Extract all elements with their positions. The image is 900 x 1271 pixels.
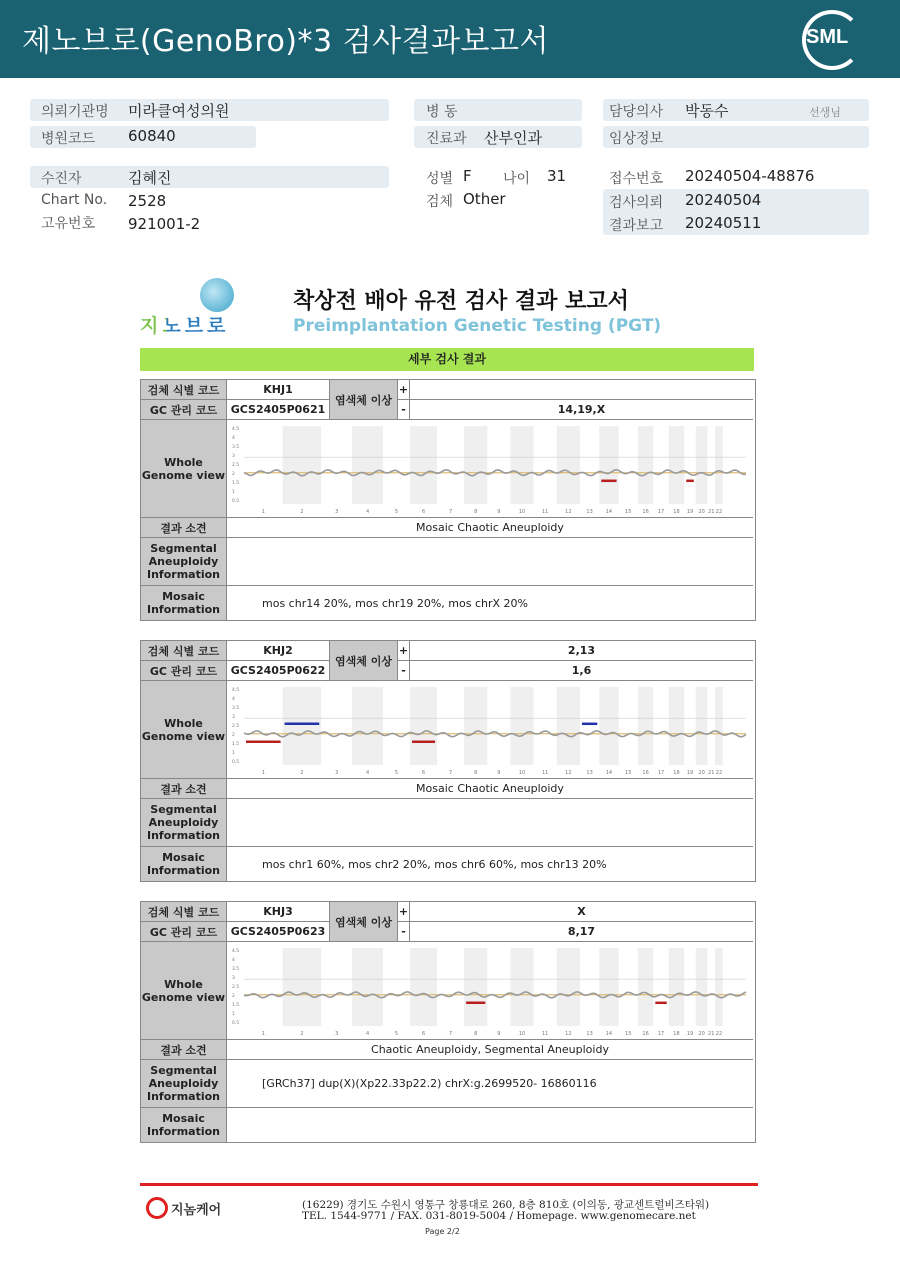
x-tick-label: 10 (518, 1031, 526, 1037)
sample-code-label: 검체 식별 코드 (141, 380, 227, 400)
x-tick-label: 11 (542, 509, 549, 515)
request-label: 검사의뢰 (609, 195, 664, 211)
x-tick-label: 20 (698, 770, 705, 776)
x-tick-label: 16 (642, 1031, 649, 1037)
mosaic-label: Mosaic Information (141, 586, 227, 620)
id-label: 고유번호 (41, 216, 96, 232)
x-tick-label: 13 (586, 1031, 593, 1037)
gc-code-value: GCS2405P0621 (227, 400, 330, 420)
chromosome-band (638, 426, 653, 504)
x-tick-label: 1 (261, 1031, 265, 1037)
age-value: 31 (547, 167, 567, 185)
x-tick-label: 10 (518, 770, 526, 776)
x-tick-label: 1 (261, 509, 265, 515)
report-title: 착상전 배아 유전 검사 결과 보고서 (293, 289, 629, 314)
x-tick-label: 22 (715, 770, 723, 776)
address-line-2: TEL. 1544-9771 / FAX. 031-8019-5004 / Homepage. www.genomecare.net (302, 1210, 696, 1222)
mosaic-label: Mosaic Information (141, 1108, 227, 1142)
x-tick-label: 20 (698, 509, 705, 515)
chromosome-band (283, 687, 322, 765)
plus-value: 2,13 (410, 641, 753, 661)
genobro-logo-wordmark: 지노브로 (140, 315, 230, 337)
plus-value: X (410, 902, 753, 922)
y-tick-label: 2.5 (232, 724, 240, 729)
x-tick-label: 3 (335, 1031, 339, 1037)
chromosome-band (352, 687, 383, 765)
x-tick-label: 15 (625, 770, 632, 776)
minus-value: 8,17 (410, 922, 753, 942)
x-tick-label: 22 (715, 509, 723, 515)
y-tick-label: 3 (232, 715, 235, 720)
x-tick-label: 5 (394, 1031, 399, 1037)
report-heading (140, 278, 755, 338)
chromosome-band (464, 687, 487, 765)
chromosome-band (410, 426, 437, 504)
minus-value: 1,6 (410, 661, 753, 681)
y-tick-label: 4 (232, 697, 235, 702)
document-title: 제노브로(GenoBro)*3 검사결과보고서 (22, 24, 549, 59)
finding-label: 결과 소견 (141, 518, 227, 538)
minus-sign: - (398, 661, 410, 681)
x-tick-label: 11 (542, 770, 549, 776)
x-tick-label: 7 (448, 509, 453, 515)
report-label: 결과보고 (609, 218, 664, 234)
y-tick-label: 3.5 (232, 706, 240, 711)
minus-value: 14,19,X (410, 400, 753, 420)
y-tick-label: 2.5 (232, 985, 240, 990)
chromosome-band (599, 426, 618, 504)
chromosome-band (715, 426, 723, 504)
dna-orb-icon (200, 278, 234, 312)
chromosome-band (464, 426, 487, 504)
age-label: 나이 (503, 171, 531, 187)
whole-genome-plot (230, 683, 750, 777)
abnormal-label: 염색체 이상 (330, 380, 398, 420)
whole-genome-plot (230, 944, 750, 1038)
y-tick-label: 1.5 (232, 1003, 240, 1008)
gc-code-label: GC 관리 코드 (141, 661, 227, 681)
report-subtitle: Preimplantation Genetic Testing (PGT) (293, 316, 662, 336)
abnormal-label: 염색체 이상 (330, 902, 398, 942)
plus-sign: + (398, 641, 410, 661)
x-tick-label: 18 (673, 509, 680, 515)
y-tick-label: 0.5 (232, 499, 240, 504)
dept-value: 산부인과 (484, 129, 542, 147)
x-tick-label: 14 (605, 770, 613, 776)
specimen-label: 검체 (426, 194, 454, 210)
hospital-code-value: 60840 (128, 127, 176, 145)
x-tick-label: 12 (565, 1031, 572, 1037)
chromosome-band (669, 687, 684, 765)
institution-label: 의뢰기관명 (41, 104, 109, 120)
x-tick-label: 19 (686, 1031, 694, 1037)
chromosome-band (557, 687, 580, 765)
x-tick-label: 20 (698, 1031, 705, 1037)
gc-code-label: GC 관리 코드 (141, 922, 227, 942)
doctor-suffix: 선생님 (809, 106, 841, 119)
chromosome-band (510, 948, 533, 1026)
report-value: 20240511 (685, 214, 762, 232)
ward-label: 병 동 (426, 104, 458, 120)
sample-code-label: 검체 식별 코드 (141, 902, 227, 922)
gc-code-value: GCS2405P0622 (227, 661, 330, 681)
x-tick-label: 8 (474, 509, 478, 515)
chromosome-band (669, 426, 684, 504)
patient-value: 김혜진 (128, 169, 172, 187)
x-tick-label: 4 (365, 770, 370, 776)
segmental-label: Segmental Aneuploidy Information (141, 1060, 227, 1108)
x-tick-label: 19 (686, 770, 694, 776)
abnormal-label: 염색체 이상 (330, 641, 398, 681)
chromosome-band (715, 948, 723, 1026)
doctor-label: 담당의사 (609, 104, 664, 120)
genomecare-logo (146, 1197, 221, 1219)
x-tick-label: 16 (642, 770, 649, 776)
mosaic-value: mos chr14 20%, mos chr19 20%, mos chrX 20% (262, 596, 528, 610)
x-tick-label: 12 (565, 509, 572, 515)
x-tick-label: 21 (708, 770, 715, 776)
x-tick-label: 10 (518, 509, 526, 515)
x-tick-label: 15 (625, 1031, 632, 1037)
chromosome-band (599, 687, 618, 765)
y-tick-label: 2 (232, 994, 235, 999)
y-tick-label: 3 (232, 454, 235, 459)
x-tick-label: 18 (673, 1031, 680, 1037)
y-tick-label: 3 (232, 976, 235, 981)
x-tick-label: 14 (605, 1031, 613, 1037)
chart-value: 2528 (128, 192, 167, 210)
hospital-code-label: 병원코드 (41, 131, 96, 147)
dept-label: 진료과 (426, 131, 467, 147)
chromosome-band (696, 426, 708, 504)
x-tick-label: 16 (642, 509, 649, 515)
x-tick-label: 9 (497, 770, 501, 776)
mosaic-label: Mosaic Information (141, 847, 227, 881)
plus-sign: + (398, 902, 410, 922)
finding-label: 결과 소견 (141, 779, 227, 799)
doctor-value: 박동수 (685, 102, 729, 120)
x-tick-label: 14 (605, 509, 613, 515)
finding-value: Mosaic Chaotic Aneuploidy (227, 518, 753, 538)
chromosome-band (410, 687, 437, 765)
segmental-label: Segmental Aneuploidy Information (141, 799, 227, 847)
patient-label: 수진자 (41, 171, 82, 187)
finding-value: Chaotic Aneuploidy, Segmental Aneuploidy (227, 1040, 753, 1060)
y-tick-label: 0.5 (232, 1021, 240, 1026)
y-tick-label: 2 (232, 472, 235, 477)
sml-logo (802, 10, 860, 68)
x-tick-label: 18 (673, 770, 680, 776)
x-tick-label: 7 (448, 1031, 453, 1037)
x-tick-label: 13 (586, 770, 593, 776)
y-tick-label: 2.5 (232, 463, 240, 468)
sample-code-value: KHJ3 (227, 902, 330, 922)
chromosome-band (464, 948, 487, 1026)
x-tick-label: 17 (657, 1031, 665, 1037)
x-tick-label: 8 (474, 770, 478, 776)
whole-genome-plot (230, 422, 750, 516)
x-tick-label: 17 (657, 509, 665, 515)
minus-sign: - (398, 922, 410, 942)
request-value: 20240504 (685, 191, 762, 209)
id-value: 921001-2 (128, 215, 201, 233)
specimen-value: Other (463, 190, 506, 208)
y-tick-label: 1 (232, 751, 235, 756)
x-tick-label: 4 (365, 1031, 370, 1037)
y-tick-label: 4.5 (232, 427, 240, 432)
company-name: 지놈케어 (171, 1202, 222, 1218)
finding-value: Mosaic Chaotic Aneuploidy (227, 779, 753, 799)
sample-table (140, 640, 756, 882)
chromosome-band (410, 948, 437, 1026)
sample-table (140, 901, 756, 1143)
gc-code-label: GC 관리 코드 (141, 400, 227, 420)
y-tick-label: 4.5 (232, 949, 240, 954)
chromosome-band (557, 948, 580, 1026)
y-tick-label: 1 (232, 490, 235, 495)
y-tick-label: 4.5 (232, 688, 240, 693)
segmental-value (227, 538, 753, 586)
chart-label: Chart No. (41, 192, 108, 208)
x-tick-label: 19 (686, 509, 694, 515)
genobro-logo-text (140, 311, 229, 338)
chromosome-band (669, 948, 684, 1026)
genobro-logo (140, 278, 252, 338)
sample-code-value: KHJ1 (227, 380, 330, 400)
y-tick-label: 3.5 (232, 445, 240, 450)
clinical-label: 임상정보 (609, 131, 664, 147)
x-tick-label: 22 (715, 1031, 723, 1037)
chromosome-band (638, 948, 653, 1026)
x-tick-label: 6 (421, 1031, 426, 1037)
y-tick-label: 4 (232, 958, 235, 963)
sample-table (140, 379, 756, 621)
x-tick-label: 9 (497, 1031, 501, 1037)
y-tick-label: 0.5 (232, 760, 240, 765)
segmental-value: [GRCh37] dup(X)(Xp22.33p22.2) chrX:g.2699520- 16860116 (227, 1060, 753, 1108)
receipt-label: 접수번호 (609, 171, 664, 187)
plus-value (410, 380, 753, 400)
receipt-value: 20240504-48876 (685, 167, 815, 185)
plus-sign: + (398, 380, 410, 400)
x-tick-label: 21 (708, 1031, 715, 1037)
gc-code-value: GCS2405P0623 (227, 922, 330, 942)
patient-pill (30, 166, 389, 188)
page-number: Page 2/2 (425, 1227, 460, 1236)
chromosome-band (510, 426, 533, 504)
chromosome-band (352, 948, 383, 1026)
top-bar (0, 0, 900, 78)
sample-code-value: KHJ2 (227, 641, 330, 661)
sample-code-label: 검체 식별 코드 (141, 641, 227, 661)
segmental-value (227, 799, 753, 847)
address-line-1: (16229) 경기도 수원시 영통구 창룡대로 260, 8층 810호 (이의동, 광교센트럴비즈타워) (302, 1199, 710, 1211)
chromosome-band (557, 426, 580, 504)
y-tick-label: 4 (232, 436, 235, 441)
x-tick-label: 12 (565, 770, 572, 776)
chromosome-band (599, 948, 618, 1026)
segmental-label: Segmental Aneuploidy Information (141, 538, 227, 586)
x-tick-label: 3 (335, 770, 339, 776)
x-tick-label: 2 (300, 770, 304, 776)
x-tick-label: 2 (300, 509, 304, 515)
chromosome-band (696, 687, 708, 765)
x-tick-label: 8 (474, 1031, 478, 1037)
finding-label: 결과 소견 (141, 1040, 227, 1060)
x-tick-label: 9 (497, 509, 501, 515)
genomecare-g-icon (146, 1197, 168, 1219)
x-tick-label: 3 (335, 509, 339, 515)
x-tick-label: 11 (542, 1031, 549, 1037)
institution-value: 미라클여성의원 (128, 102, 230, 120)
chromosome-band (283, 948, 322, 1026)
chromosome-band (283, 426, 322, 504)
minus-sign: - (398, 400, 410, 420)
x-tick-label: 5 (394, 509, 399, 515)
mosaic-value (227, 1108, 753, 1142)
whole-genome-view-label: Whole Genome view (141, 420, 227, 518)
sex-label: 성별 (426, 171, 454, 187)
y-tick-label: 3.5 (232, 967, 240, 972)
x-tick-label: 5 (394, 770, 399, 776)
x-tick-label: 7 (448, 770, 453, 776)
x-tick-label: 13 (586, 509, 593, 515)
footer-divider (140, 1183, 758, 1186)
x-tick-label: 17 (657, 770, 665, 776)
sml-logo-text: SML (806, 26, 849, 48)
chromosome-band (352, 426, 383, 504)
x-tick-label: 2 (300, 1031, 304, 1037)
x-tick-label: 21 (708, 509, 715, 515)
whole-genome-view-label: Whole Genome view (141, 942, 227, 1040)
chromosome-band (638, 687, 653, 765)
section-banner: 세부 검사 결과 (140, 348, 754, 371)
chromosome-band (696, 948, 708, 1026)
mosaic-value: mos chr1 60%, mos chr2 20%, mos chr6 60%, mos chr13 20% (262, 857, 607, 871)
chromosome-band (715, 687, 723, 765)
chromosome-band (510, 687, 533, 765)
sex-value: F (463, 167, 472, 185)
y-tick-label: 1 (232, 1012, 235, 1017)
y-tick-label: 2 (232, 733, 235, 738)
y-tick-label: 1.5 (232, 742, 240, 747)
x-tick-label: 15 (625, 509, 632, 515)
y-tick-label: 1.5 (232, 481, 240, 486)
x-tick-label: 6 (421, 509, 426, 515)
whole-genome-view-label: Whole Genome view (141, 681, 227, 779)
x-tick-label: 6 (421, 770, 426, 776)
x-tick-label: 4 (365, 509, 370, 515)
x-tick-label: 1 (261, 770, 265, 776)
